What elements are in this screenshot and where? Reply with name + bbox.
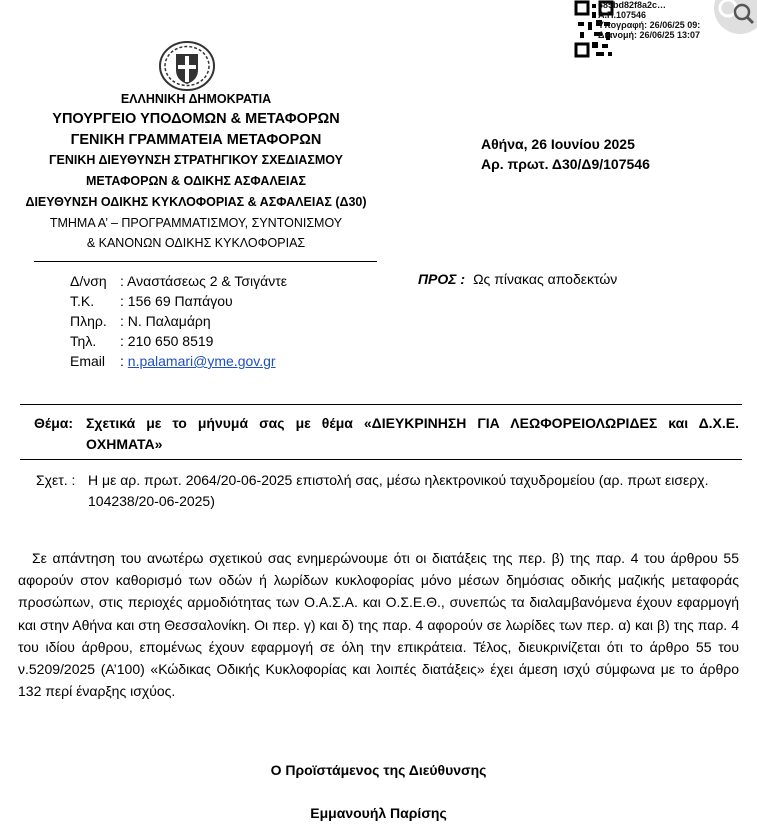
contact-details bbox=[70, 271, 287, 371]
stamp-line-1: 685bd82f8a2c… bbox=[598, 0, 667, 10]
header-line-2: ΥΠΟΥΡΓΕΙΟ ΥΠΟΔΟΜΩΝ & ΜΕΤΑΦΟΡΩΝ bbox=[52, 111, 340, 127]
street-value: Αναστάσεως 2 & Τσιγάντε bbox=[127, 273, 287, 289]
recipient-block bbox=[418, 271, 617, 287]
address-email: Email : n.palamari@yme.gov.gr bbox=[70, 353, 276, 369]
info-label: Πληρ. bbox=[70, 313, 107, 329]
header-line-1: ΕΛΛΗΝΙΚΗ ΔΗΜΟΚΡΑΤΙΑ bbox=[120, 92, 272, 106]
recipient-value: Ως πίνακας αποδεκτών bbox=[473, 271, 618, 287]
stamp-line-3: Υπογραφή: 26/06/25 09: bbox=[598, 20, 701, 30]
subject-block bbox=[34, 413, 739, 455]
phone-value: 210 650 8519 bbox=[127, 333, 214, 349]
recipient-label: ΠΡΟΣ : bbox=[418, 271, 466, 287]
subject-top-rule bbox=[20, 404, 742, 405]
header-line-3: ΓΕΝΙΚΗ ΓΡΑΜΜΑΤΕΙΑ ΜΕΤΑΦΟΡΩΝ bbox=[70, 132, 322, 148]
header-divider bbox=[34, 261, 377, 262]
zoom-magnifier-icon[interactable] bbox=[698, 0, 757, 40]
postal-value: 156 69 Παπάγου bbox=[127, 293, 233, 309]
subject-bottom-rule bbox=[20, 459, 742, 460]
related-text: Η με αρ. πρωτ. 2064/20-06-2025 επιστολή σας, μέσω ηλεκτρονικού ταχυδρομείου (αρ. πρωτ εισερχ. 104238/20-06-2025) bbox=[88, 472, 709, 509]
stamp-line-4: Διανομή: 26/06/25 13:07 bbox=[598, 30, 701, 40]
signature-title: Ο Προϊστάμενος της Διεύθυνσης bbox=[270, 762, 487, 778]
coat-of-arms-emblem bbox=[157, 40, 217, 92]
related-label: Σχετ. : bbox=[36, 472, 76, 488]
phone-label: Τηλ. bbox=[70, 333, 97, 349]
subject-text: Σχετικά με το μήνυμά σας με θέμα «ΔΙΕΥΚΡΙΝΗΣΗ ΓΙΑ ΛΕΩΦΟΡΕΙΟΛΩΡΙΔΕΣ και Δ.Χ.Ε. ΟΧΗΜΑΤΑ» bbox=[86, 415, 739, 452]
place-date: Αθήνα, 26 Ιουνίου 2025 bbox=[481, 136, 635, 152]
protocol-number: Αρ. πρωτ. Δ30/Δ9/107546 bbox=[481, 156, 650, 172]
email-link[interactable]: n.palamari@yme.gov.gr bbox=[127, 353, 276, 369]
signature-name: Εμμανουήλ Παρίσης bbox=[310, 805, 447, 821]
body-paragraph: Σε απάντηση του ανωτέρω σχετικού σας ενημερώνουμε ότι οι διατάξεις της περ. β) της παρ. 4 του άρθρου 55 αφορούν στον καθορισμό των οδών ή λωρίδων κυκλοφορίας μόνο μέσων δημόσιας οδικής μαζικής μεταφοράς προσώπων, στις περιοχές αρμοδιότητας των Ο.Α.Σ.Α. και Ο.Σ.Ε.Θ., συνεπώς τα διαλαμβανόμενα έχουν εφαρμογή και στην Αθήνα και στη Θεσσαλονίκη. Οι περ. γ) και δ) της παρ. 4 αφορούν σε λωρίδες των περ. α) και β) της παρ. 4 του ιδίου άρθρου, επομένως έχουν εφαρμογή σε όλη την επικράτεια. Τέλος, διευκρινίζεται ότι το άρθρο 55 του ν.5209/2025 (Α’100) «Κώδικας Οδικής Κυκλοφορίας και λοιπές διατάξεις» έχει άμεση ισχύ σύμφωνα με το άρθρο 132 περί έναρξης ισχύος. bbox=[18, 550, 739, 700]
header-line-5: ΜΕΤΑΦΟΡΩΝ & ΟΔΙΚΗΣ ΑΣΦΑΛΕΙΑΣ bbox=[85, 174, 307, 188]
header-line-6: ΔΙΕΥΘΥΝΣΗ ΟΔΙΚΗΣ ΚΥΚΛΟΦΟΡΙΑΣ & ΑΣΦΑΛΕΙΑΣ (Δ30) bbox=[25, 195, 367, 209]
email-label: Email bbox=[70, 353, 106, 369]
address-phone: Τηλ. : 210 650 8519 bbox=[70, 333, 214, 349]
address-info: Πληρ. : Ν. Παλαμάρη bbox=[70, 313, 211, 329]
address-postal: Τ.Κ. : 156 69 Παπάγου bbox=[70, 293, 233, 309]
street-label: Δ/νση bbox=[70, 273, 107, 289]
issuer-header bbox=[0, 90, 392, 253]
address-street: Δ/νση : Αναστάσεως 2 & Τσιγάντε bbox=[70, 273, 287, 289]
subject-label: Θέμα: bbox=[34, 415, 74, 431]
header-line-4: ΓΕΝΙΚΗ ΔΙΕΥΘΥΝΣΗ ΣΤΡΑΤΗΓΙΚΟΥ ΣΧΕΔΙΑΣΜΟΥ bbox=[49, 153, 343, 167]
stamp-line-2: Α.Π.107546 bbox=[598, 10, 647, 20]
date-protocol bbox=[481, 134, 650, 174]
info-value: Ν. Παλαμάρη bbox=[127, 313, 211, 329]
header-line-7: ΤΜΗΜΑ Α’ – ΠΡΟΓΡΑΜΜΑΤΙΣΜΟΥ, ΣΥΝΤΟΝΙΣΜΟΥ bbox=[49, 216, 343, 230]
related-block bbox=[36, 470, 741, 512]
postal-label: Τ.Κ. bbox=[70, 293, 95, 309]
header-line-8: & ΚΑΝΟΝΩΝ ΟΔΙΚΗΣ ΚΥΚΛΟΦΟΡΙΑΣ bbox=[86, 236, 306, 250]
